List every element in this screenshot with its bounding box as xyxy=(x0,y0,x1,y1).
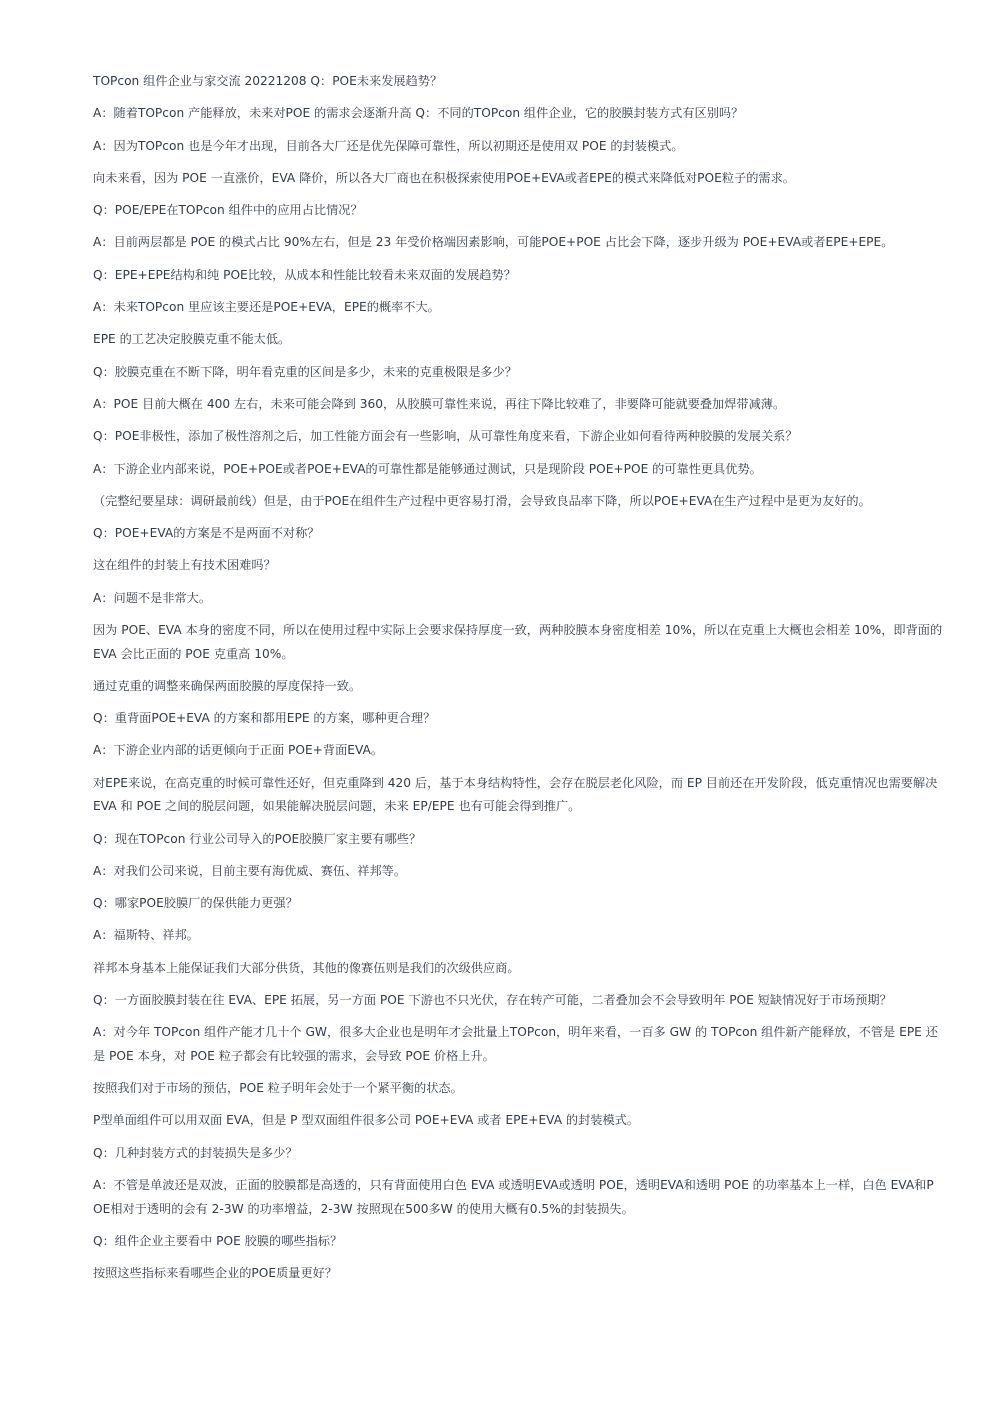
paragraph: Q：重背面POE+EVA 的方案和都用EPE 的方案，哪种更合理？ xyxy=(93,711,436,726)
paragraph: Q：一方面胶膜封装在往 EVA、EPE 拓展，另一方面 POE 下游也不只光伏，存在转产可能，二者叠加会不会导致明年 POE 短缺情况好于市场预期？ xyxy=(93,993,892,1008)
paragraph: Q：POE非极性，添加了极性溶剂之后，加工性能方面会有一些影响，从可靠性角度来看，下游企业如何看待两种胶膜的发展关系？ xyxy=(93,429,798,444)
paragraph: 祥邦本身基本上能保证我们大部分供货，其他的像赛伍则是我们的次级供应商。 xyxy=(93,960,520,975)
paragraph: 这在组件的封装上有技术困难吗？ xyxy=(93,558,276,573)
paragraph: Q：EPE+EPE结构和纯 POE比较，从成本和性能比较看未来双面的发展趋势？ xyxy=(93,267,516,282)
document-body xyxy=(93,70,943,1294)
paragraph: A：福斯特、祥邦。 xyxy=(93,928,199,943)
paragraph: Q：几种封装方式的封装损失是多少？ xyxy=(93,1145,298,1160)
paragraph: A：因为TOPcon 也是今年才出现，目前各大厂还是优先保障可靠性，所以初期还是使用双 POE 的封装模式。 xyxy=(93,138,684,153)
paragraph: A：未来TOPcon 里应该主要还是POE+EVA，EPE的概率不大。 xyxy=(93,300,440,315)
paragraph: P型单面组件可以用双面 EVA，但是 P 型双面组件很多公司 POE+EVA 或者 EPE+EVA 的封装模式。 xyxy=(93,1113,640,1128)
paragraph: 按照我们对于市场的预估，POE 粒子明年会处于一个紧平衡的状态。 xyxy=(93,1081,463,1096)
paragraph: A：随着TOPcon 产能释放，未来对POE 的需求会逐渐升高 Q：不同的TOPcon 组件企业，它的胶膜封装方式有区别吗？ xyxy=(93,106,744,121)
paragraph: A：不管是单波还是双波，正面的胶膜都是高透的，只有背面使用白色 EVA 或透明EVA或透明 POE，透明EVA和透明 POE 的功率基本上一样，白色 EVA和POE相对于透明的会有 2-3W 的功率增益，2-3W 按照现在500多W 的使用大概有0.5%的封装损失。 xyxy=(93,1178,934,1216)
paragraph: A：POE 目前大概在 400 左右，未来可能会降到 360，从胶膜可靠性来说，再往下降比较难了，非要降可能就要叠加焊带减薄。 xyxy=(93,396,786,411)
paragraph: 对EPE来说，在高克重的时候可靠性还好，但克重降到 420 后，基于本身结构特性，会存在脱层老化风险，而 EP 目前还在开发阶段，低克重情况也需要解决 EVA 和 POE 之间的脱层问题，如果能解决脱层问题，未来 EP/EPE 也有可能会得到推广。 xyxy=(93,775,938,814)
paragraph: Q：POE+EVA的方案是不是两面不对称？ xyxy=(93,526,320,541)
paragraph: A：目前两层都是 POE 的模式占比 90%左右，但是 23 年受价格端因素影响，可能POE+POE 占比会下降，逐步升级为 POE+EVA或者EPE+EPE。 xyxy=(93,235,894,250)
paragraph: A：下游企业内部来说，POE+POE或者POE+EVA的可靠性都是能够通过测试，只是现阶段 POE+POE 的可靠性更具优势。 xyxy=(93,461,762,476)
paragraph: （完整纪要星球：调研最前线）但是，由于POE在组件生产过程中更容易打滑，会导致良品率下降，所以POE+EVA在生产过程中是更为友好的。 xyxy=(93,493,871,508)
paragraph: 通过克重的调整来确保两面胶膜的厚度保持一致。 xyxy=(93,678,362,693)
paragraph: TOPcon 组件企业与家交流 20221208 Q：POE未来发展趋势？ xyxy=(93,74,443,88)
paragraph: A：对我们公司来说，目前主要有海优威、赛伍、祥邦等。 xyxy=(93,863,407,878)
paragraph: Q：现在TOPcon 行业公司导入的POE胶膜厂家主要有哪些？ xyxy=(93,831,422,846)
paragraph: Q：胶膜克重在不断下降，明年看克重的区间是多少，未来的克重极限是多少？ xyxy=(93,364,517,379)
paragraph: A：下游企业内部的话更倾向于正面 POE+背面EVA。 xyxy=(93,743,384,758)
paragraph: Q：组件企业主要看中 POE 胶膜的哪些指标？ xyxy=(93,1233,343,1248)
paragraph: Q：POE/EPE在TOPcon 组件中的应用占比情况？ xyxy=(93,203,363,218)
paragraph: A：问题不是非常大。 xyxy=(93,590,212,605)
paragraph: Q：哪家POE胶膜厂的保供能力更强？ xyxy=(93,896,298,911)
paragraph: EPE 的工艺决定胶膜克重不能太低。 xyxy=(93,332,291,347)
paragraph: 按照这些指标来看哪些企业的POE质量更好？ xyxy=(93,1266,338,1281)
paragraph: 向未来看，因为 POE 一直涨价，EVA 降价，所以各大厂商也在积极探索使用POE+EVA或者EPE的模式来降低对POE粒子的需求。 xyxy=(93,170,795,185)
paragraph: A：对今年 TOPcon 组件产能才几十个 GW，很多大企业也是明年才会批量上TOPcon，明年来看，一百多 GW 的 TOPcon 组件新产能释放，不管是 EPE 还是 POE 本身，对 POE 粒子都会有比较强的需求，会导致 POE 价格上升。 xyxy=(93,1025,938,1063)
paragraph: 因为 POE、EVA 本身的密度不同，所以在使用过程中实际上会要求保持厚度一致，两种胶膜本身密度相差 10%，所以在克重上大概也会相差 10%，即背面的 EVA 会比正面的 POE 克重高 10%。 xyxy=(93,623,943,661)
